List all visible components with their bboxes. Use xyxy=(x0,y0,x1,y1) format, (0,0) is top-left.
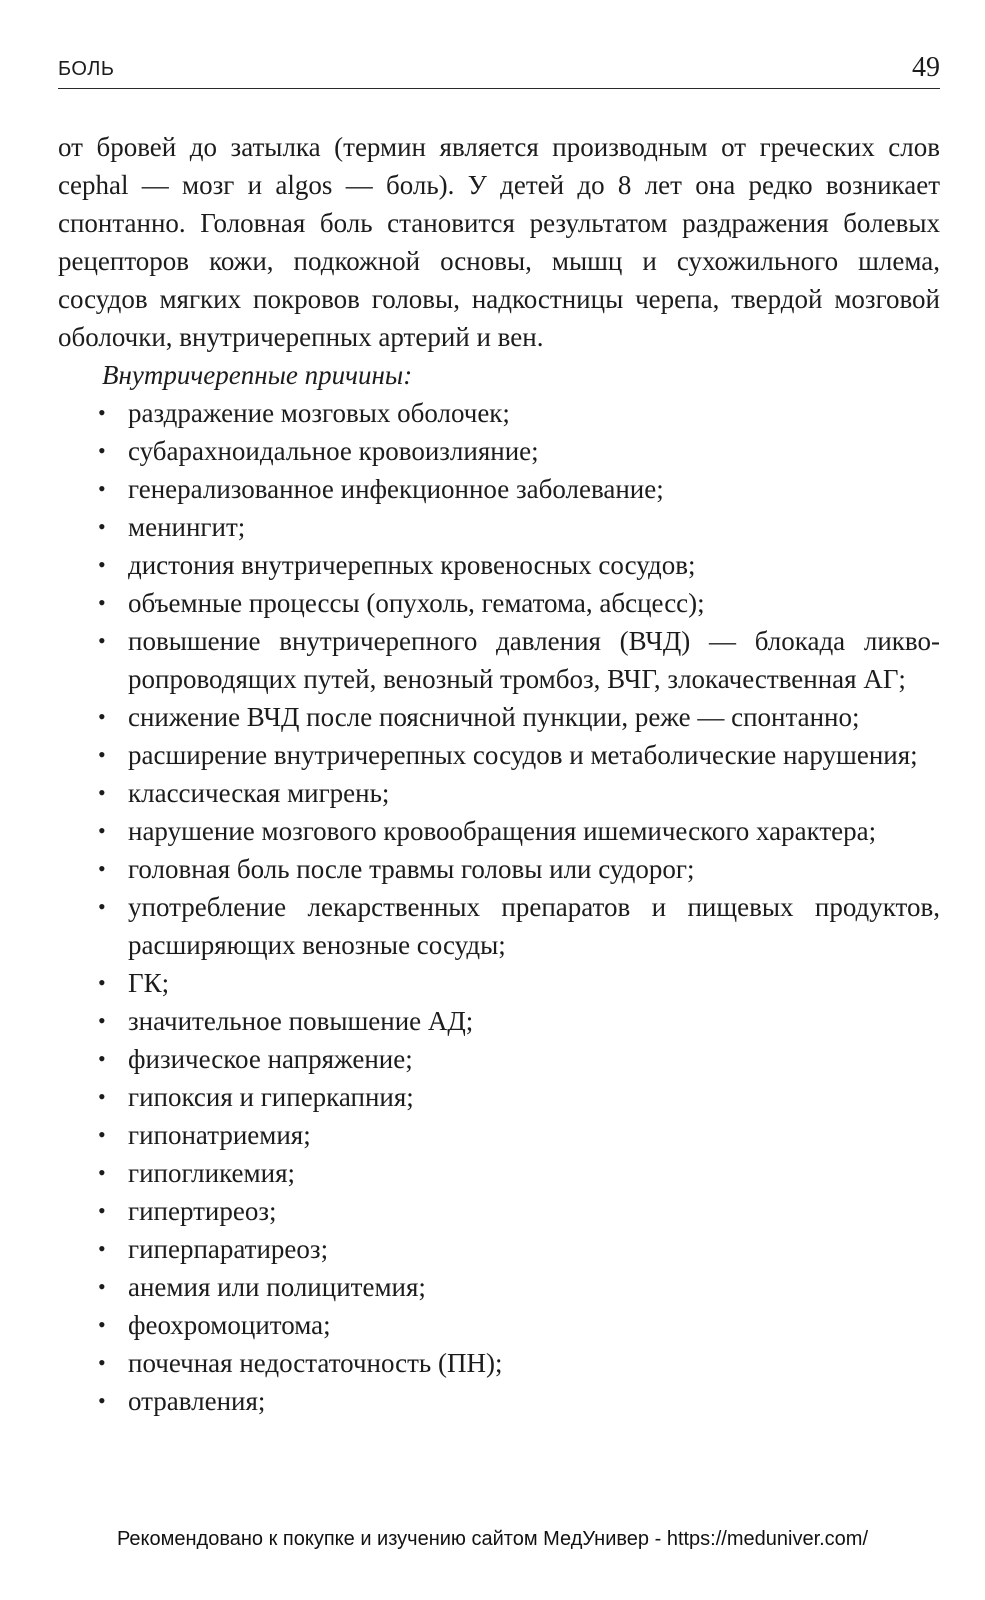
bullet-icon: • xyxy=(98,1312,106,1337)
bullet-icon: • xyxy=(98,704,106,729)
list-item-text: гипонатриемия; xyxy=(128,1120,311,1150)
bullet-icon: • xyxy=(98,1122,106,1147)
list-item xyxy=(58,1230,940,1268)
list-item-text: употребление лекарственных препаратов и пищевых продуктов, расширяющих венозные сосуды; xyxy=(128,892,940,960)
list-item xyxy=(58,1154,940,1192)
list-item-text: феохромоцитома; xyxy=(128,1310,331,1340)
bullet-icon: • xyxy=(98,1198,106,1223)
list-item-text: менингит; xyxy=(128,512,246,542)
list-item xyxy=(58,1078,940,1116)
causes-list xyxy=(58,394,940,1420)
list-item xyxy=(58,432,940,470)
section-heading: Внутричерепные причины: xyxy=(102,360,413,390)
bullet-icon: • xyxy=(98,400,106,425)
list-item-text: отравления; xyxy=(128,1386,266,1416)
list-item-text: субарахноидальное кровоизлияние; xyxy=(128,436,539,466)
bullet-icon: • xyxy=(98,476,106,501)
list-item-text: гиперпаратиреоз; xyxy=(128,1234,329,1264)
list-item-text: дистония внутричерепных кровеносных сосудов; xyxy=(128,550,696,580)
list-item-text: ГК; xyxy=(128,968,170,998)
list-item-text: нарушение мозгового кровообращения ишемического характера; xyxy=(128,816,877,846)
bullet-icon: • xyxy=(98,590,106,615)
list-item-text: анемия или полицитемия; xyxy=(128,1272,426,1302)
list-item-text: классическая мигрень; xyxy=(128,778,390,808)
bullet-icon: • xyxy=(98,818,106,843)
list-item-text: раздражение мозговых оболочек; xyxy=(128,398,510,428)
bullet-icon: • xyxy=(98,438,106,463)
list-item xyxy=(58,850,940,888)
bullet-icon: • xyxy=(98,742,106,767)
list-item xyxy=(58,888,940,964)
list-item-text: физическое напряжение; xyxy=(128,1044,413,1074)
list-item-text: значительное повышение АД; xyxy=(128,1006,474,1036)
bullet-icon: • xyxy=(98,1350,106,1375)
list-item xyxy=(58,736,940,774)
list-item-text: расширение внутричерепных сосудов и метаболические нарушения; xyxy=(128,740,918,770)
bullet-icon: • xyxy=(98,552,106,577)
intro-paragraph: от бровей до затылка (термин является производным от греческих слов cephal — мозг и algos — боль). У детей до 8 лет она редко возникает спонтанно. Головная боль становится результатом раздражения болевых рецепторов кожи, подкожной основы, мышц и сухожильного шлема, сосудов мягких покровов головы, надкостницы черепа, твердой мозговой оболочки, внутричерепных артерий и вен. xyxy=(58,132,940,352)
bullet-icon: • xyxy=(98,1274,106,1299)
list-item xyxy=(58,1116,940,1154)
list-item xyxy=(58,1382,940,1420)
page-header xyxy=(58,52,940,89)
bullet-icon: • xyxy=(98,856,106,881)
list-item xyxy=(58,698,940,736)
list-item-text: объемные процессы (опухоль, гематома, абсцесс); xyxy=(128,588,705,618)
list-item-text: гипогликемия; xyxy=(128,1158,295,1188)
footer-watermark: Рекомендовано к покупке и изучению сайтом МедУнивер - https://meduniver.com/ xyxy=(116,1528,869,1550)
list-item xyxy=(58,1002,940,1040)
list-item-text: почечная недостаточность (ПН); xyxy=(128,1348,503,1378)
bullet-icon: • xyxy=(98,894,106,919)
list-item xyxy=(58,774,940,812)
list-item-text: гипоксия и гиперкапния; xyxy=(128,1082,414,1112)
list-item xyxy=(58,1268,940,1306)
bullet-icon: • xyxy=(98,970,106,995)
list-item-text: генерализованное инфекционное заболевание; xyxy=(128,474,664,504)
list-item-text: гипертиреоз; xyxy=(128,1196,277,1226)
list-item-text: снижение ВЧД после поясничной пункции, реже — спонтанно; xyxy=(128,702,860,732)
bullet-icon: • xyxy=(98,1160,106,1185)
list-item xyxy=(58,470,940,508)
bullet-icon: • xyxy=(98,780,106,805)
list-item xyxy=(58,1040,940,1078)
list-item xyxy=(58,546,940,584)
list-item xyxy=(58,1306,940,1344)
list-item xyxy=(58,1344,940,1382)
list-item-text: повышение внутричерепного давления (ВЧД) — блокада ликворопроводящих путей, венозный тромбоз, ВЧГ, злокачественная АГ; xyxy=(128,626,940,694)
bullet-icon: • xyxy=(98,1084,106,1109)
list-item xyxy=(58,394,940,432)
list-item xyxy=(58,622,940,698)
running-head: БОЛЬ xyxy=(58,58,115,80)
list-item xyxy=(58,508,940,546)
list-item xyxy=(58,1192,940,1230)
page-number: 49 xyxy=(912,52,940,83)
bullet-icon: • xyxy=(98,1046,106,1071)
page-body xyxy=(58,128,940,1420)
list-item xyxy=(58,584,940,622)
bullet-icon: • xyxy=(98,1008,106,1033)
list-item-text: головная боль после травмы головы или судорог; xyxy=(128,854,695,884)
list-item xyxy=(58,964,940,1002)
bullet-icon: • xyxy=(98,514,106,539)
list-item xyxy=(58,812,940,850)
bullet-icon: • xyxy=(98,1236,106,1261)
bullet-icon: • xyxy=(98,1388,106,1413)
bullet-icon: • xyxy=(98,628,106,653)
